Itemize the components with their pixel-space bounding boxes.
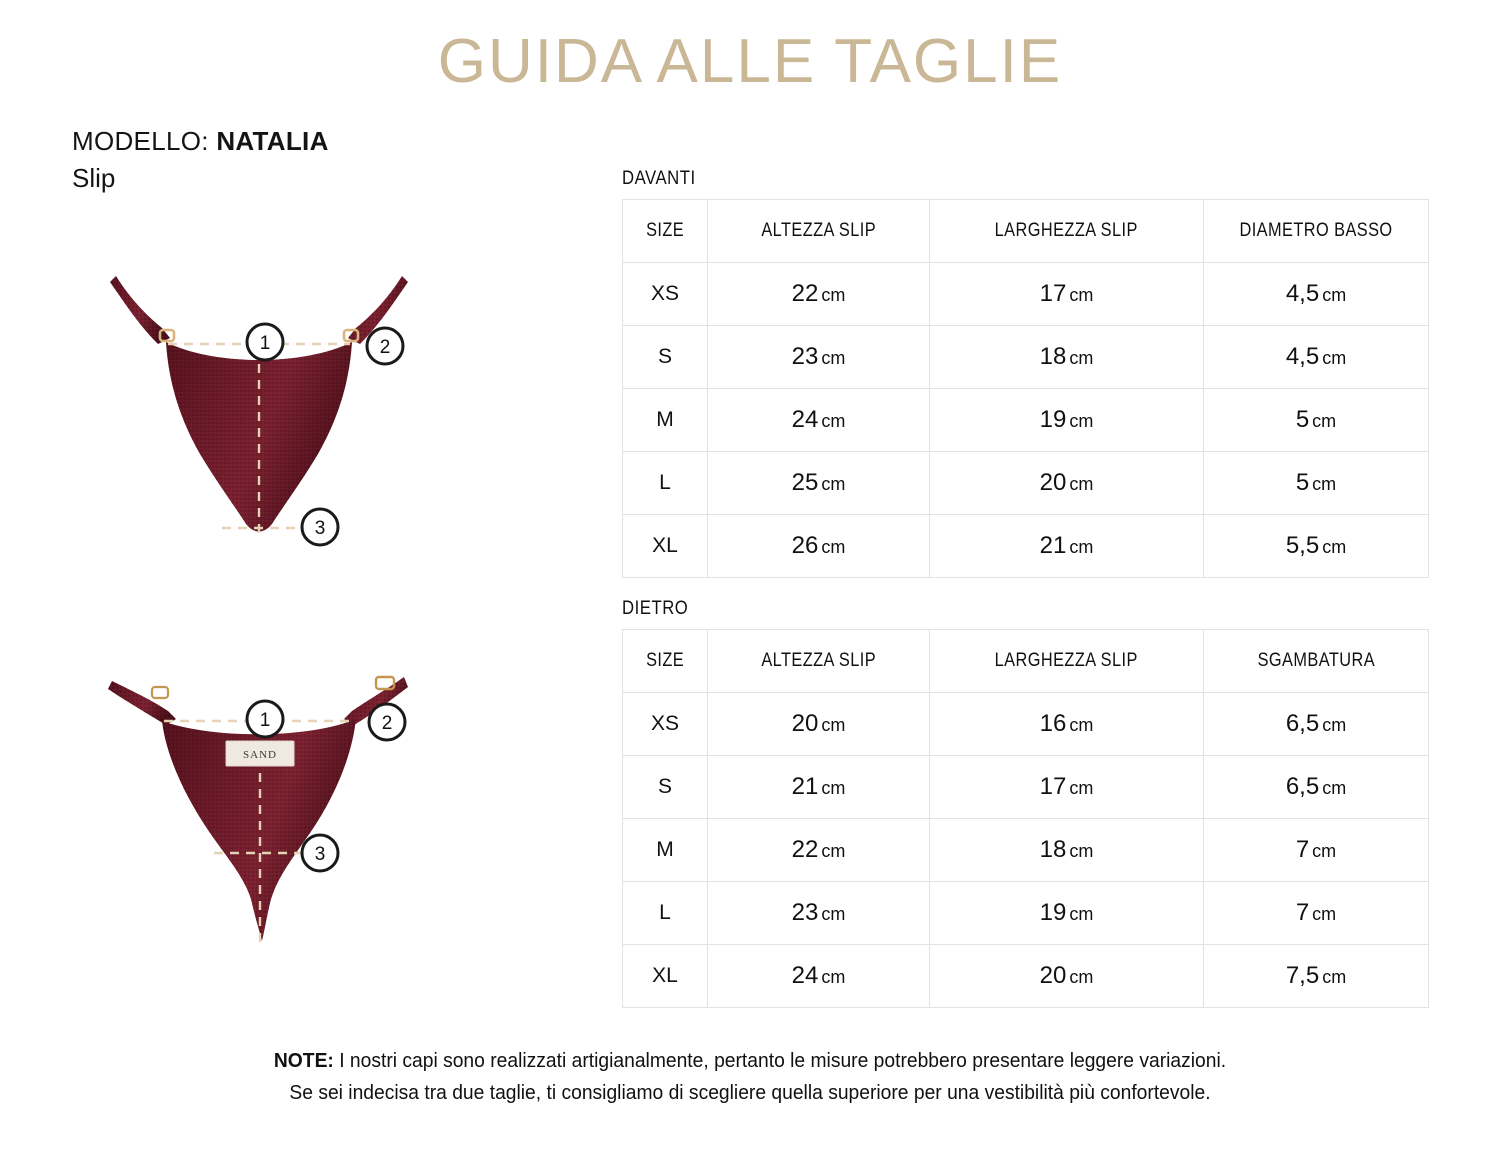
- cell-size: M: [623, 819, 708, 882]
- model-type: Slip: [72, 163, 116, 193]
- cell-larghezza: 21 cm: [930, 515, 1204, 578]
- table-header-row: [623, 200, 1429, 263]
- page-title: GUIDA ALLE TAGLIE: [437, 27, 1063, 96]
- header-larghezza: LARGHEZZA SLIP: [930, 630, 1204, 693]
- header-sgambatura: SGAMBATURA: [1204, 630, 1429, 693]
- model-name-line: [72, 126, 329, 157]
- header-larghezza: LARGHEZZA SLIP: [930, 200, 1204, 263]
- model-name: NATALIA: [216, 126, 329, 156]
- marker-3: [302, 509, 338, 545]
- cell-altezza: 22 cm: [708, 819, 930, 882]
- cell-larghezza: 16 cm: [930, 693, 1204, 756]
- cell-altezza: 22 cm: [708, 263, 930, 326]
- cell-size: S: [623, 326, 708, 389]
- table-row: [623, 515, 1429, 578]
- brand-label-tag: [226, 741, 294, 766]
- garment-back-illustration: [104, 655, 414, 955]
- cell-size: S: [623, 756, 708, 819]
- model-label: MODELLO:: [72, 126, 209, 156]
- cell-altezza: 26 cm: [708, 515, 930, 578]
- size-table-dietro: [622, 629, 1429, 1008]
- model-info: [72, 126, 329, 194]
- cell-altezza: 24 cm: [708, 389, 930, 452]
- cell-larghezza: 19 cm: [930, 389, 1204, 452]
- left-buckle: [152, 687, 168, 698]
- cell-sgambatura: 7 cm: [1204, 882, 1429, 945]
- cell-diametro: 5 cm: [1204, 389, 1429, 452]
- size-table-davanti: [622, 199, 1429, 578]
- svg-text:3: 3: [314, 844, 326, 865]
- cell-size: XL: [623, 945, 708, 1008]
- section-label-davanti: DAVANTI: [622, 168, 696, 189]
- cell-size: L: [623, 882, 708, 945]
- table-header-row: [623, 630, 1429, 693]
- cell-size: XL: [623, 515, 708, 578]
- table-row: [623, 263, 1429, 326]
- cell-altezza: 24 cm: [708, 945, 930, 1008]
- marker-1: [247, 324, 283, 360]
- section-label-dietro: DIETRO: [622, 598, 689, 619]
- cell-larghezza: 20 cm: [930, 945, 1204, 1008]
- table-section-davanti: [622, 168, 1428, 578]
- table-row: [623, 819, 1429, 882]
- cell-altezza: 23 cm: [708, 326, 930, 389]
- table-row: [623, 389, 1429, 452]
- cell-altezza: 20 cm: [708, 693, 930, 756]
- cell-sgambatura: 6,5 cm: [1204, 693, 1429, 756]
- marker-1-back: [247, 701, 283, 737]
- cell-sgambatura: 7 cm: [1204, 819, 1429, 882]
- table-row: [623, 326, 1429, 389]
- cell-size: XS: [623, 693, 708, 756]
- note-text-1: I nostri capi sono realizzati artigianalmente, pertanto le misure potrebbero presentare leggere variazioni.: [333, 1049, 1227, 1072]
- cell-larghezza: 17 cm: [930, 263, 1204, 326]
- cell-larghezza: 17 cm: [930, 756, 1204, 819]
- marker-2: [367, 328, 403, 364]
- cell-diametro: 4,5 cm: [1204, 326, 1429, 389]
- table-row: [623, 945, 1429, 1008]
- cell-larghezza: 18 cm: [930, 326, 1204, 389]
- svg-text:1: 1: [259, 333, 271, 354]
- cell-sgambatura: 6,5 cm: [1204, 756, 1429, 819]
- header-altezza: ALTEZZA SLIP: [708, 630, 930, 693]
- cell-sgambatura: 7,5 cm: [1204, 945, 1429, 1008]
- cell-diametro: 5,5 cm: [1204, 515, 1429, 578]
- table-row: [623, 756, 1429, 819]
- svg-text:2: 2: [381, 713, 393, 734]
- cell-altezza: 21 cm: [708, 756, 930, 819]
- cell-larghezza: 18 cm: [930, 819, 1204, 882]
- brand-label-text: SAND: [243, 749, 277, 761]
- cell-size: L: [623, 452, 708, 515]
- table-row: [623, 693, 1429, 756]
- cell-larghezza: 19 cm: [930, 882, 1204, 945]
- cell-size: XS: [623, 263, 708, 326]
- header-size: SIZE: [623, 630, 708, 693]
- table-section-dietro: [622, 598, 1428, 1008]
- cell-diametro: 5 cm: [1204, 452, 1429, 515]
- cell-altezza: 25 cm: [708, 452, 930, 515]
- cell-larghezza: 20 cm: [930, 452, 1204, 515]
- header-size: SIZE: [623, 200, 708, 263]
- note-prefix: NOTE:: [273, 1049, 334, 1072]
- cell-altezza: 23 cm: [708, 882, 930, 945]
- svg-text:3: 3: [314, 518, 326, 539]
- header-diametro: DIAMETRO BASSO: [1204, 200, 1429, 263]
- note-block: [0, 1045, 1500, 1109]
- note-line-2: Se sei indecisa tra due taglie, ti consigliamo di scegliere quella superiore per una vestibilità più confortevole.: [289, 1080, 1211, 1104]
- svg-text:2: 2: [379, 337, 391, 358]
- garment-front-illustration: [104, 262, 414, 562]
- marker-3-back: [302, 835, 338, 871]
- cell-size: M: [623, 389, 708, 452]
- table-row: [623, 882, 1429, 945]
- svg-text:1: 1: [259, 710, 271, 731]
- header-altezza: ALTEZZA SLIP: [708, 200, 930, 263]
- cell-diametro: 4,5 cm: [1204, 263, 1429, 326]
- marker-2-back: [369, 704, 405, 740]
- note-line-1: [45, 1045, 1455, 1077]
- table-row: [623, 452, 1429, 515]
